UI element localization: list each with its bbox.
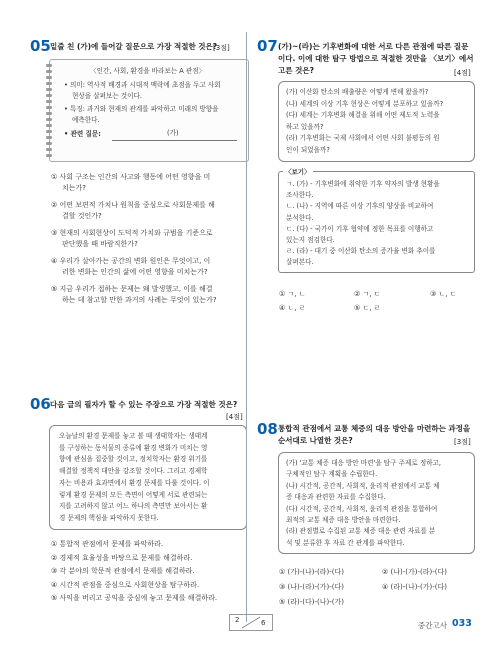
q05-points: [3점] xyxy=(213,44,230,52)
q07-question-line1: (가)~(라)는 기후변화에 대한 서로 다른 관점에 따른 질문 xyxy=(278,42,469,51)
page-counter xyxy=(229,614,273,631)
notebook-spiral xyxy=(46,64,56,158)
page-counter-current: 2 xyxy=(235,616,240,624)
q08-steps-box xyxy=(278,452,475,554)
q08-choice-5[interactable]: ⑤ (라)-(다)-(나)-(가) xyxy=(279,598,344,606)
q07-number: 07 xyxy=(257,37,278,55)
bogi-label: 〈보기〉 xyxy=(285,168,311,176)
q05-number: 05 xyxy=(30,37,51,55)
q07-points: [4점] xyxy=(454,69,471,77)
notebook-bullet2b: 예측한다. xyxy=(72,116,100,124)
q06-choice-1[interactable]: ① 통합적 관점에서 문제를 파악하라. xyxy=(51,540,164,548)
q06-choice-3[interactable]: ③ 각 분야의 학문적 관점에서 문제를 해결하라. xyxy=(51,567,195,575)
q05-choice-1[interactable]: ① 사회 구조는 인간의 사고와 행동에 어떤 영향을 미 치는가? xyxy=(51,173,211,192)
q07-choice-4[interactable]: ④ ㄴ, ㄹ xyxy=(279,304,306,312)
q08-choice-3[interactable]: ③ (나)-(라)-(가)-(다) xyxy=(279,583,344,591)
exam-label: 중간고사 xyxy=(418,621,447,630)
q05-question: 밑줄 친 (가)에 들어갈 질문으로 가장 적절한 것은? xyxy=(50,42,218,51)
notebook-bullet1b: 현상을 살펴보는 것이다. xyxy=(72,92,142,100)
q07-bogi-box xyxy=(278,168,475,273)
notebook-bullet3-label: • 관련 질문: xyxy=(64,130,101,138)
q05-choice-5[interactable]: ⑤ 지금 우리가 접하는 문제는 왜 발생했고, 이를 해결 하는 데 참고할 만한 과거의 사례는 무엇이 있는가? xyxy=(51,285,217,304)
q08-number: 08 xyxy=(257,420,278,438)
q07-questions-box xyxy=(278,81,475,162)
q08-choice-2[interactable]: ② (나)-(가)-(라)-(다) xyxy=(382,568,447,576)
q07-choice-3[interactable]: ③ ㄴ, ㄷ xyxy=(430,290,457,298)
q08-choice-4[interactable]: ④ (라)-(나)-(가)-(다) xyxy=(382,583,447,591)
q08-points: [3점] xyxy=(454,438,471,446)
q07-choice-5[interactable]: ⑤ ㄷ, ㄹ xyxy=(354,304,381,312)
q06-number: 06 xyxy=(30,395,51,413)
page-counter-total: 6 xyxy=(261,619,266,627)
q05-choices xyxy=(51,172,246,312)
q07-bogi-items: ㄱ. (가) - 기후변화에 취약한 기후 약자의 발생 현황을 조사한다. ㄴ. (나) - 지역에 따른 이상 기후의 양상을 비교하여 분석한다. ㄷ. (다) - 국가이 기후 협약에 정한 목표를 이행하고 있는지 점검한다. ㄹ. (라) - 대기 중 이산화 탄소의 증가율 변화 추이를 살펴본다. xyxy=(286,180,440,267)
q05-choice-4[interactable]: ④ 우리가 살아가는 공간의 변화 원인은 무엇이고, 이 러한 변화는 인간의 삶에 어떤 영향을 미치는가? xyxy=(51,257,211,276)
q08-items: (가) '교통 체증 대응 방안 마련'을 탐구 주제로 정하고, 구체적인 탐구 계획을 수립한다. (나) 시간적, 공간적, 사회적, 윤리적 관점에서 교통 체 증 대응과 관련한 자료를 수집한다. (다) 시간적, 공간적, 사회적, 윤리적 관점을 통합하여 최적의 교통 체증 대응 방안을 마련한다. (라) 관점별로 수집된 교통 체증 대응 관련 자료를 분 석 및 분류한 후 자료 간 관계를 파악한다. xyxy=(286,459,442,547)
notebook-blank-line xyxy=(112,140,237,141)
q07-items: (가) 이산화 탄소의 배출량은 어떻게 변해 왔을까? (나) 세계의 이상 기후 현상은 어떻게 분포하고 있을까? (다) 세계는 기후변화 해결을 위해 어떤 제도적 노력을 하고 있을까? (라) 기후변화는 국제 사회에서 어떤 사회 불평등의 원 인이 되었을까? xyxy=(286,88,444,154)
column-divider xyxy=(246,32,247,622)
q06-choice-2[interactable]: ② 경제적 효율성을 바탕으로 문제를 해결하라. xyxy=(51,553,193,562)
q06-passage-box xyxy=(49,425,247,530)
q06-choice-4[interactable]: ④ 시간적 관점을 중심으로 사회현상을 탐구하라. xyxy=(51,580,200,589)
q06-choices xyxy=(51,538,217,606)
q08-question-line2: 순서대로 나열한 것은? xyxy=(278,436,353,445)
q08-question-line1: 통합적 관점에서 교통 체증의 대응 방안을 마련하는 과정을 xyxy=(278,424,471,433)
page-number: 033 xyxy=(452,618,472,629)
notebook-bullet1a: • 의미: 역사적 배경과 시대적 맥락에 초점을 두고 사회 xyxy=(64,81,221,89)
q07-question-line3: 고른 것은? xyxy=(278,66,314,75)
q07-choice-2[interactable]: ② ㄱ, ㄷ xyxy=(354,290,381,298)
q06-choice-5[interactable]: ⑤ 사익을 버리고 공익을 중심에 놓고 문제를 해결하라. xyxy=(51,594,218,602)
q07-choice-1[interactable]: ① ㄱ, ㄴ xyxy=(279,290,306,298)
q05-notebook xyxy=(49,59,249,162)
q05-choice-3[interactable]: ③ 현재의 사회현상이 도덕적 가치와 규범을 기준으로 판단했을 때 바람직한가? xyxy=(51,229,213,248)
notebook-title: 〈인간, 사회, 환경을 바라보는 A 관점〉 xyxy=(90,67,206,75)
notebook-blank-label: (가) xyxy=(167,129,179,137)
q07-question-line2: 이다. 이에 대한 탐구 방법으로 적절한 것만을 〈보기〉에서 xyxy=(278,54,474,63)
q06-question: 다음 글의 필자가 할 수 있는 주장으로 가장 적절한 것은? xyxy=(50,400,238,409)
q06-points: [4점] xyxy=(226,413,243,421)
q06-passage: 오늘날의 환경 문제를 놓고 볼 때 생태학자는 생태계 를 구성하는 동식물의 종류에 환경 변화가 미치는 영 향에 관심을 집중할 것이고, 정치학자는 환경 위기를 해결할 정책적 대안을 강조할 것이다. 그리고 경제학 자는 비용과 효과면에서 환경 문제를 다룰 것이다. 이 렇게 환경 문제의 모든 측면이 어떻게 서로 관련되는 지를 고려하지 않고 어느 하나의 측면만 보아서는 환 경 문제의 핵심을 파악하지 못한다. xyxy=(59,432,210,522)
notebook-bullet2a: • 특징: 과거와 현재의 관계를 파악하고 미래의 방향을 xyxy=(64,105,219,113)
q08-choice-1[interactable]: ① (가)-(나)-(라)-(다) xyxy=(279,568,344,576)
q05-choice-2[interactable]: ② 어떤 보편적 가치나 원칙을 중심으로 사회문제를 해 결할 것인가? xyxy=(51,201,215,220)
